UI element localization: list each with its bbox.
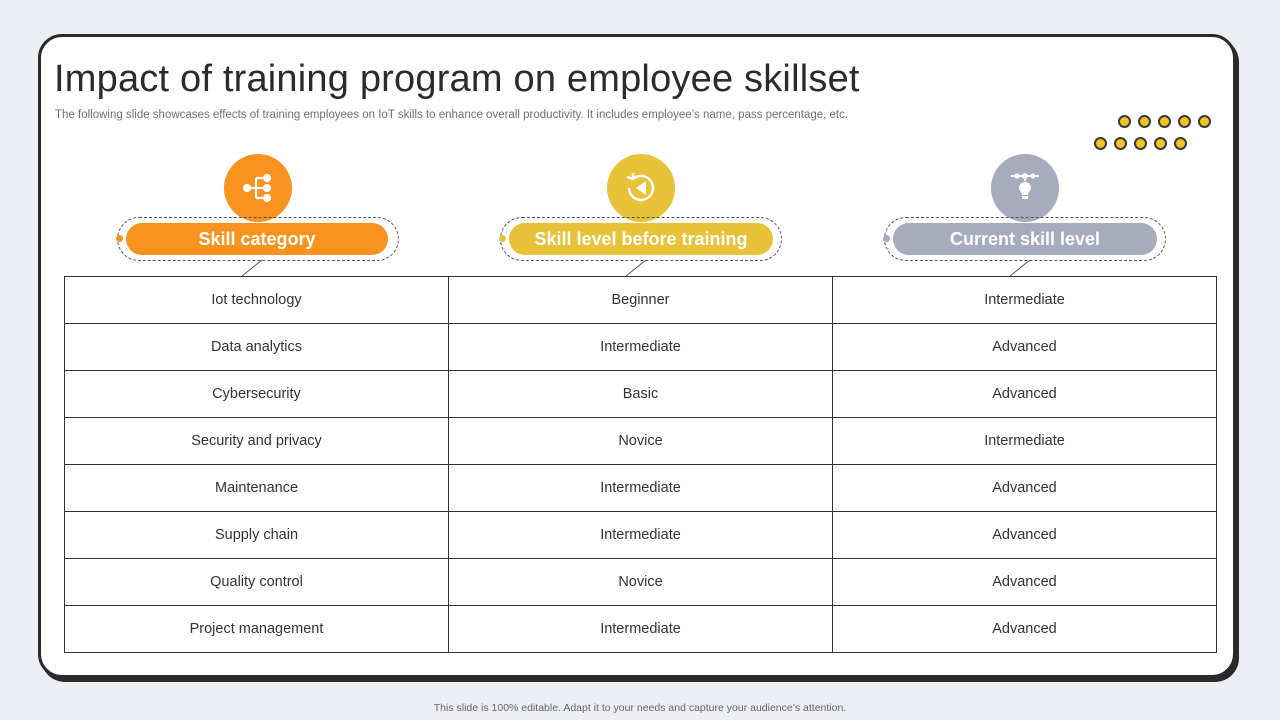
skill-category-cell: Iot technology (65, 277, 449, 324)
table-row (65, 371, 1217, 418)
rewind-icon (607, 154, 675, 222)
skill-category-cell: Maintenance (65, 465, 449, 512)
before-level-cell: Intermediate (449, 606, 833, 653)
skill-category-cell: Quality control (65, 559, 449, 606)
skill-category-cell: Supply chain (65, 512, 449, 559)
dot-decoration (1118, 115, 1131, 128)
pill-dot (116, 235, 123, 242)
slide-title: Impact of training program on employee skillset (54, 58, 860, 100)
before-level-cell: Intermediate (449, 465, 833, 512)
dot-decoration (1094, 137, 1107, 150)
dot-decoration (1198, 115, 1211, 128)
before-level-cell: Beginner (449, 277, 833, 324)
current-level-cell: Advanced (833, 371, 1217, 418)
header-skill-category: Skill category (126, 223, 388, 255)
decorative-dots (1094, 115, 1214, 155)
leader-line (624, 259, 648, 277)
footer-note: This slide is 100% editable. Adapt it to your needs and capture your audience’s attention. (433, 702, 847, 714)
current-level-cell: Advanced (833, 559, 1217, 606)
lightbulb-icon (991, 154, 1059, 222)
current-level-cell: Intermediate (833, 418, 1217, 465)
table-row (65, 277, 1217, 324)
skill-category-cell: Project management (65, 606, 449, 653)
skill-category-cell: Data analytics (65, 324, 449, 371)
hierarchy-icon (224, 154, 292, 222)
skill-category-cell: Cybersecurity (65, 371, 449, 418)
current-level-cell: Intermediate (833, 277, 1217, 324)
pill-dot (499, 235, 506, 242)
skill-category-cell: Security and privacy (65, 418, 449, 465)
table-row (65, 606, 1217, 653)
dot-decoration (1174, 137, 1187, 150)
table-row (65, 324, 1217, 371)
slide-subtitle: The following slide showcases effects of training employees on IoT skills to enhance overall productivity. It includes employee’s name, pass percentage, etc. (55, 109, 849, 121)
current-level-cell: Advanced (833, 465, 1217, 512)
pill-dot (883, 235, 890, 242)
before-level-cell: Novice (449, 418, 833, 465)
before-level-cell: Basic (449, 371, 833, 418)
current-level-cell: Advanced (833, 606, 1217, 653)
dot-decoration (1114, 137, 1127, 150)
skills-table (64, 276, 1217, 653)
header-skill-before: Skill level before training (509, 223, 773, 255)
table-row (65, 512, 1217, 559)
dot-decoration (1138, 115, 1151, 128)
leader-line (240, 259, 264, 277)
current-level-cell: Advanced (833, 512, 1217, 559)
table-row (65, 418, 1217, 465)
table-row (65, 559, 1217, 606)
dot-decoration (1134, 137, 1147, 150)
before-level-cell: Intermediate (449, 512, 833, 559)
before-level-cell: Novice (449, 559, 833, 606)
header-current-skill: Current skill level (893, 223, 1157, 255)
before-level-cell: Intermediate (449, 324, 833, 371)
dot-decoration (1178, 115, 1191, 128)
dot-decoration (1158, 115, 1171, 128)
dot-decoration (1154, 137, 1167, 150)
current-level-cell: Advanced (833, 324, 1217, 371)
table-row (65, 465, 1217, 512)
leader-line (1008, 259, 1032, 277)
